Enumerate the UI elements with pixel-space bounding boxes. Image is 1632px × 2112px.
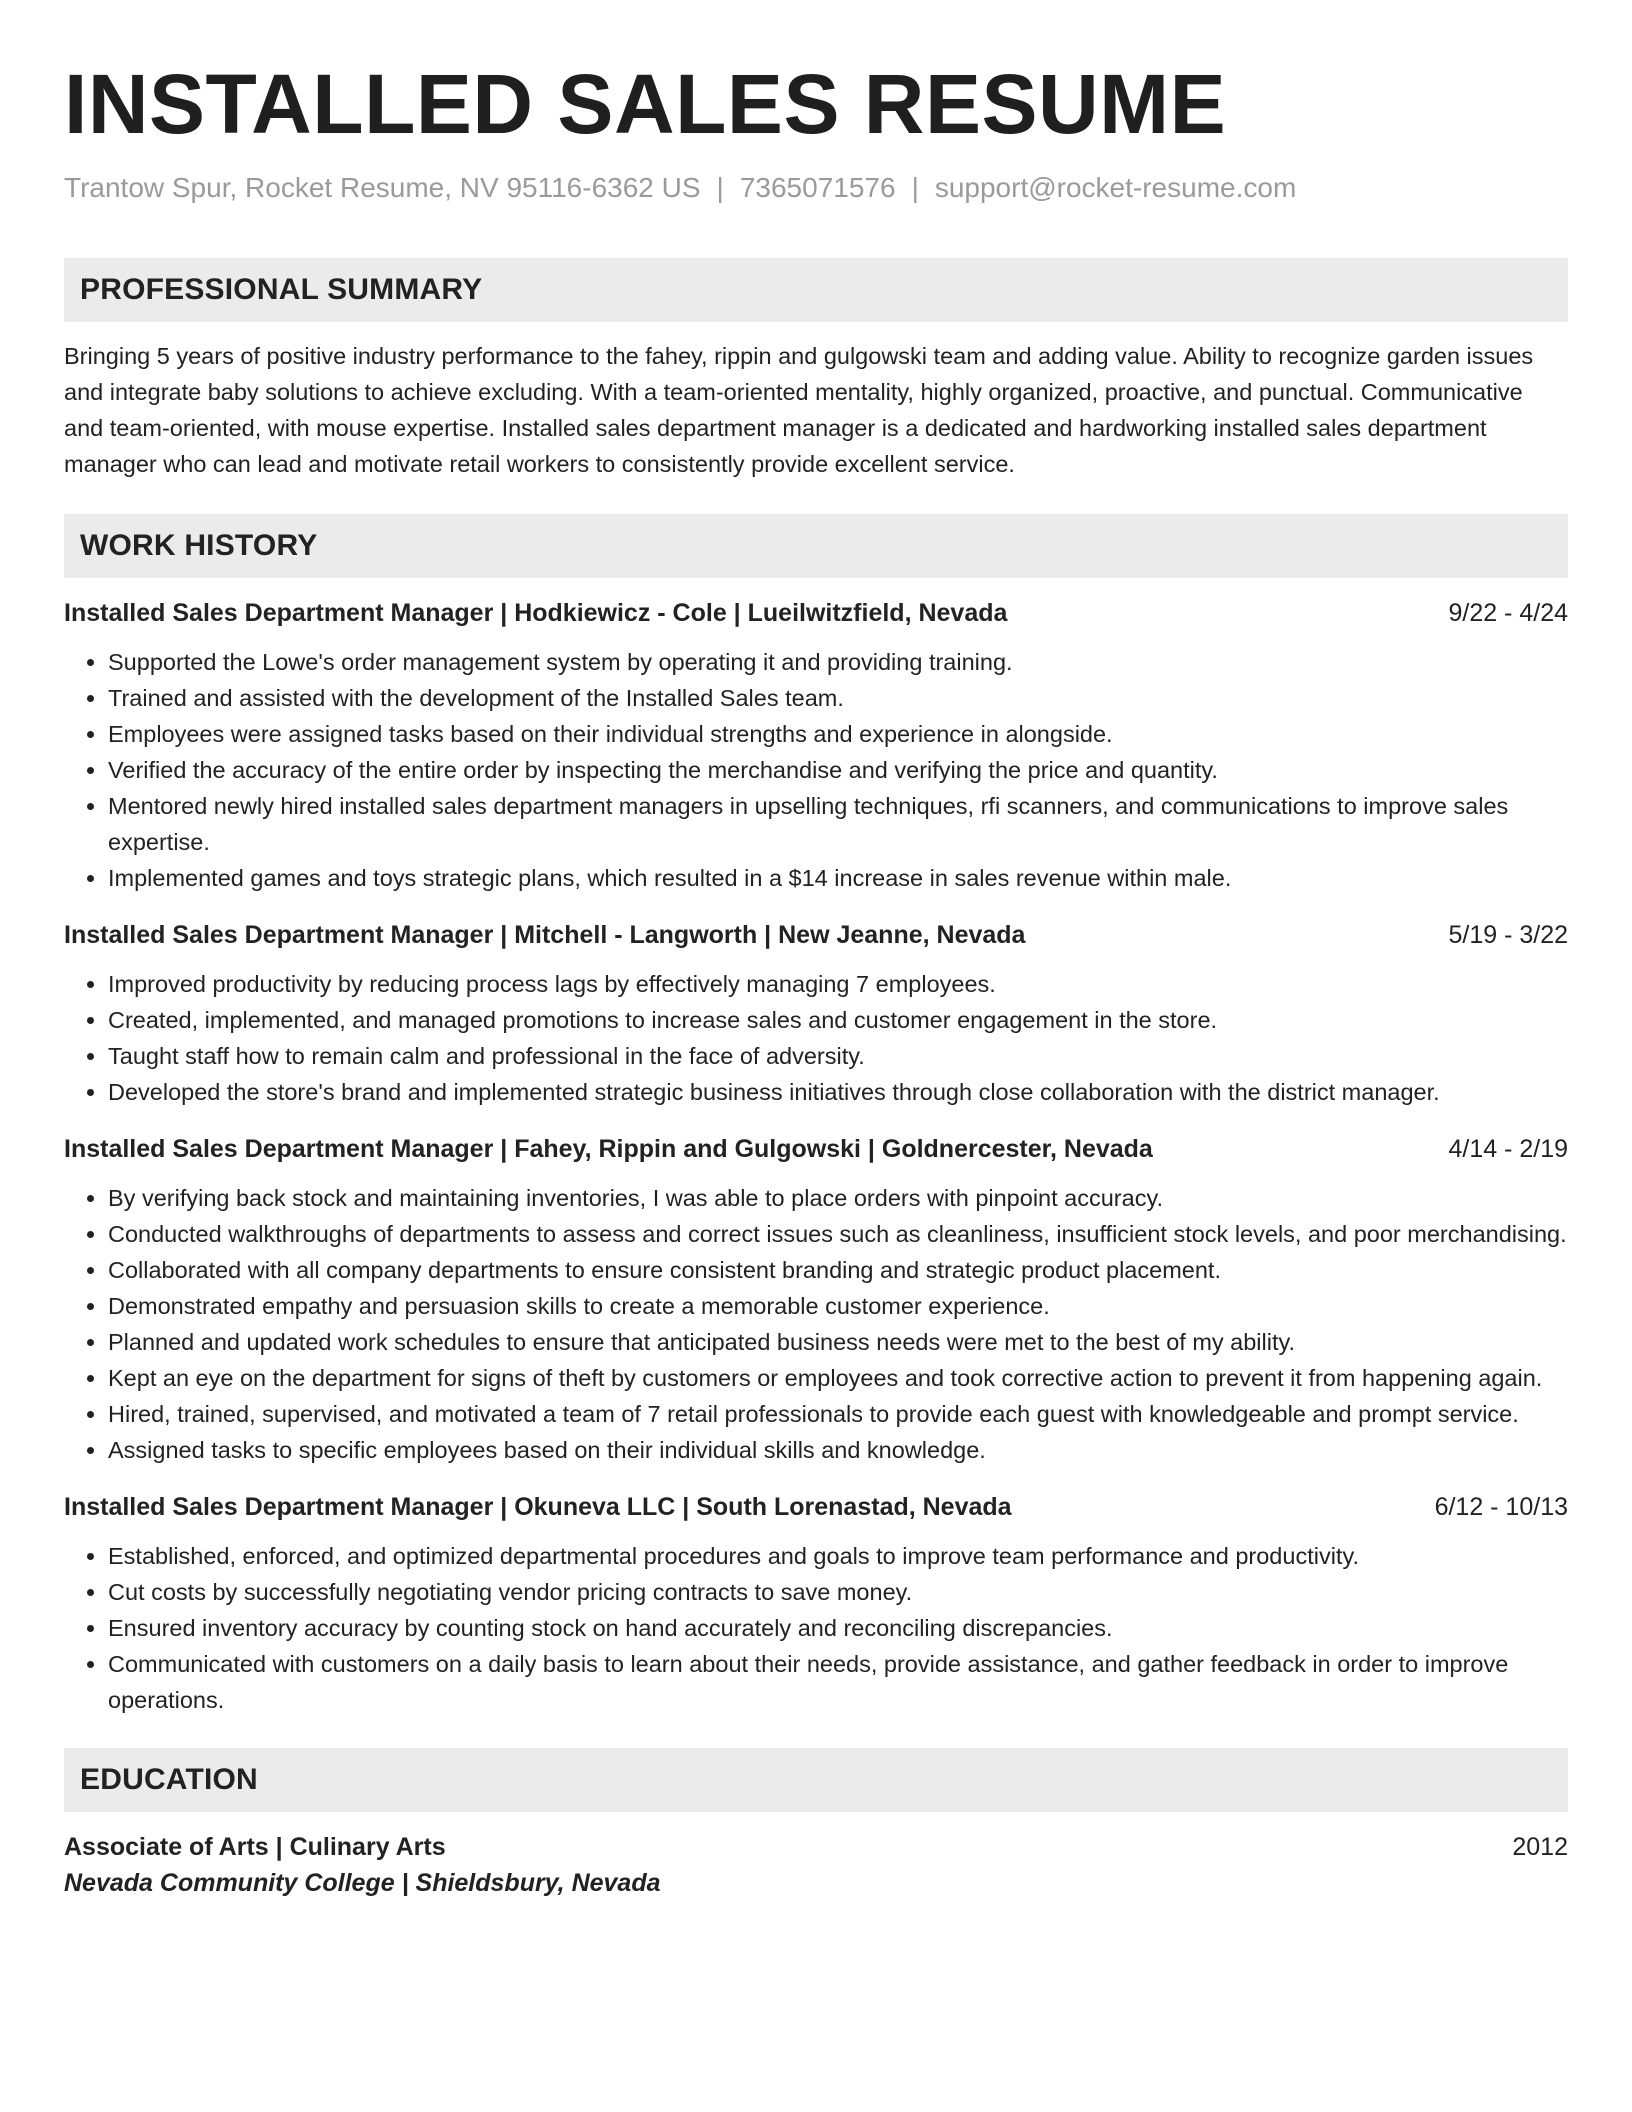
bullet-item: • Assigned tasks to specific employees based on their individual skills and knowledge. <box>108 1432 1568 1468</box>
job-header <box>64 918 1568 952</box>
bullet-item: • Taught staff how to remain calm and professional in the face of adversity. <box>108 1038 1568 1074</box>
contact-address: Trantow Spur, Rocket Resume, NV 95116-6362 US <box>64 172 701 203</box>
bullet-item: • Collaborated with all company departments to ensure consistent branding and strategic product placement. <box>108 1252 1568 1288</box>
job-title: Installed Sales Department Manager | Mitchell - Langworth | New Jeanne, Nevada <box>64 921 1026 949</box>
section-header-education <box>64 1748 1568 1812</box>
bullet-item: • Created, implemented, and managed promotions to increase sales and customer engagement in the store. <box>108 1002 1568 1038</box>
job-title: Installed Sales Department Manager | Okuneva LLC | South Lorenastad, Nevada <box>64 1493 1012 1521</box>
job-header <box>64 1132 1568 1166</box>
job-entry <box>64 1490 1568 1718</box>
education-header <box>64 1830 1568 1864</box>
contact-separator: | <box>716 172 724 203</box>
job-dates: 4/14 - 2/19 <box>1448 1135 1568 1163</box>
summary-text: Bringing 5 years of positive industry performance to the fahey, rippin and gulgowski team and adding value. Ability to recognize garden issues and integrate baby solutions to achieve excluding. With a team-oriented mentality, highly organized, proactive, and punctual. Communicative and team-oriented, with mouse expertise. Installed sales department manager is a dedicated and hardworking installed sales department manager who can lead and motivate retail workers to consistently provide excellent service. <box>64 343 1534 477</box>
bullet-item: • Ensured inventory accuracy by counting stock on hand accurately and reconciling discrepancies. <box>108 1610 1568 1646</box>
bullet-item: • Developed the store's brand and implemented strategic business initiatives through close collaboration with the district manager. <box>108 1074 1568 1110</box>
education-entry <box>64 1830 1568 1902</box>
job-title: Installed Sales Department Manager | Fahey, Rippin and Gulgowski | Goldnercester, Nevada <box>64 1135 1153 1163</box>
contact-email: support@rocket-resume.com <box>934 172 1297 203</box>
job-dates: 5/19 - 3/22 <box>1448 921 1568 949</box>
bullet-item: • Demonstrated empathy and persuasion skills to create a memorable customer experience. <box>108 1288 1568 1324</box>
job-bullets <box>64 1538 1568 1718</box>
job-bullets <box>64 1180 1568 1468</box>
contact-line <box>64 170 1568 206</box>
bullet-item: • Trained and assisted with the development of the Installed Sales team. <box>108 680 1568 716</box>
bullet-item: • Planned and updated work schedules to ensure that anticipated business needs were met to the best of my ability. <box>108 1324 1568 1360</box>
section-header-summary <box>64 258 1568 322</box>
job-bullets <box>64 966 1568 1110</box>
bullet-item: • Hired, trained, supervised, and motivated a team of 7 retail professionals to provide each guest with knowledgeable and prompt service. <box>108 1396 1568 1432</box>
bullet-item: • Verified the accuracy of the entire order by inspecting the merchandise and verifying the price and quantity. <box>108 752 1568 788</box>
resume-title: INSTALLED SALES RESUME <box>64 57 1227 151</box>
contact-separator: | <box>911 172 919 203</box>
job-header <box>64 1490 1568 1524</box>
section-header-work <box>64 514 1568 578</box>
job-title: Installed Sales Department Manager | Hodkiewicz - Cole | Lueilwitzfield, Nevada <box>64 599 1008 627</box>
section-heading: WORK HISTORY <box>80 529 318 562</box>
education-school: Nevada Community College | Shieldsbury, Nevada <box>64 1869 661 1897</box>
contact-phone: 7365071576 <box>739 172 896 203</box>
job-bullets <box>64 644 1568 896</box>
bullet-item: • Implemented games and toys strategic plans, which resulted in a $14 increase in sales revenue within male. <box>108 860 1568 896</box>
bullet-item: • Conducted walkthroughs of departments to assess and correct issues such as cleanliness, insufficient stock levels, and poor merchandising. <box>108 1216 1568 1252</box>
bullet-item: • Supported the Lowe's order management system by operating it and providing training. <box>108 644 1568 680</box>
education-year: 2012 <box>1512 1833 1568 1861</box>
job-entry <box>64 918 1568 1110</box>
bullet-item: • Improved productivity by reducing process lags by effectively managing 7 employees. <box>108 966 1568 1002</box>
job-dates: 6/12 - 10/13 <box>1434 1493 1568 1521</box>
bullet-item: • By verifying back stock and maintaining inventories, I was able to place orders with pinpoint accuracy. <box>108 1180 1568 1216</box>
bullet-item: • Communicated with customers on a daily basis to learn about their needs, provide assistance, and gather feedback in order to improve operations. <box>108 1646 1568 1718</box>
bullet-item: • Established, enforced, and optimized departmental procedures and goals to improve team performance and productivity. <box>108 1538 1568 1574</box>
bullet-item: • Kept an eye on the department for signs of theft by customers or employees and took corrective action to prevent it from happening again. <box>108 1360 1568 1396</box>
section-heading: EDUCATION <box>80 1763 258 1796</box>
job-entry <box>64 1132 1568 1468</box>
job-header <box>64 596 1568 630</box>
bullet-item: • Employees were assigned tasks based on their individual strengths and experience in alongside. <box>108 716 1568 752</box>
job-dates: 9/22 - 4/24 <box>1448 599 1568 627</box>
bullet-item: • Cut costs by successfully negotiating vendor pricing contracts to save money. <box>108 1574 1568 1610</box>
section-heading: PROFESSIONAL SUMMARY <box>80 273 483 306</box>
bullet-item: • Mentored newly hired installed sales department managers in upselling techniques, rfi scanners, and communications to improve sales expertise. <box>108 788 1568 860</box>
job-entry <box>64 596 1568 896</box>
education-degree: Associate of Arts | Culinary Arts <box>64 1833 446 1861</box>
